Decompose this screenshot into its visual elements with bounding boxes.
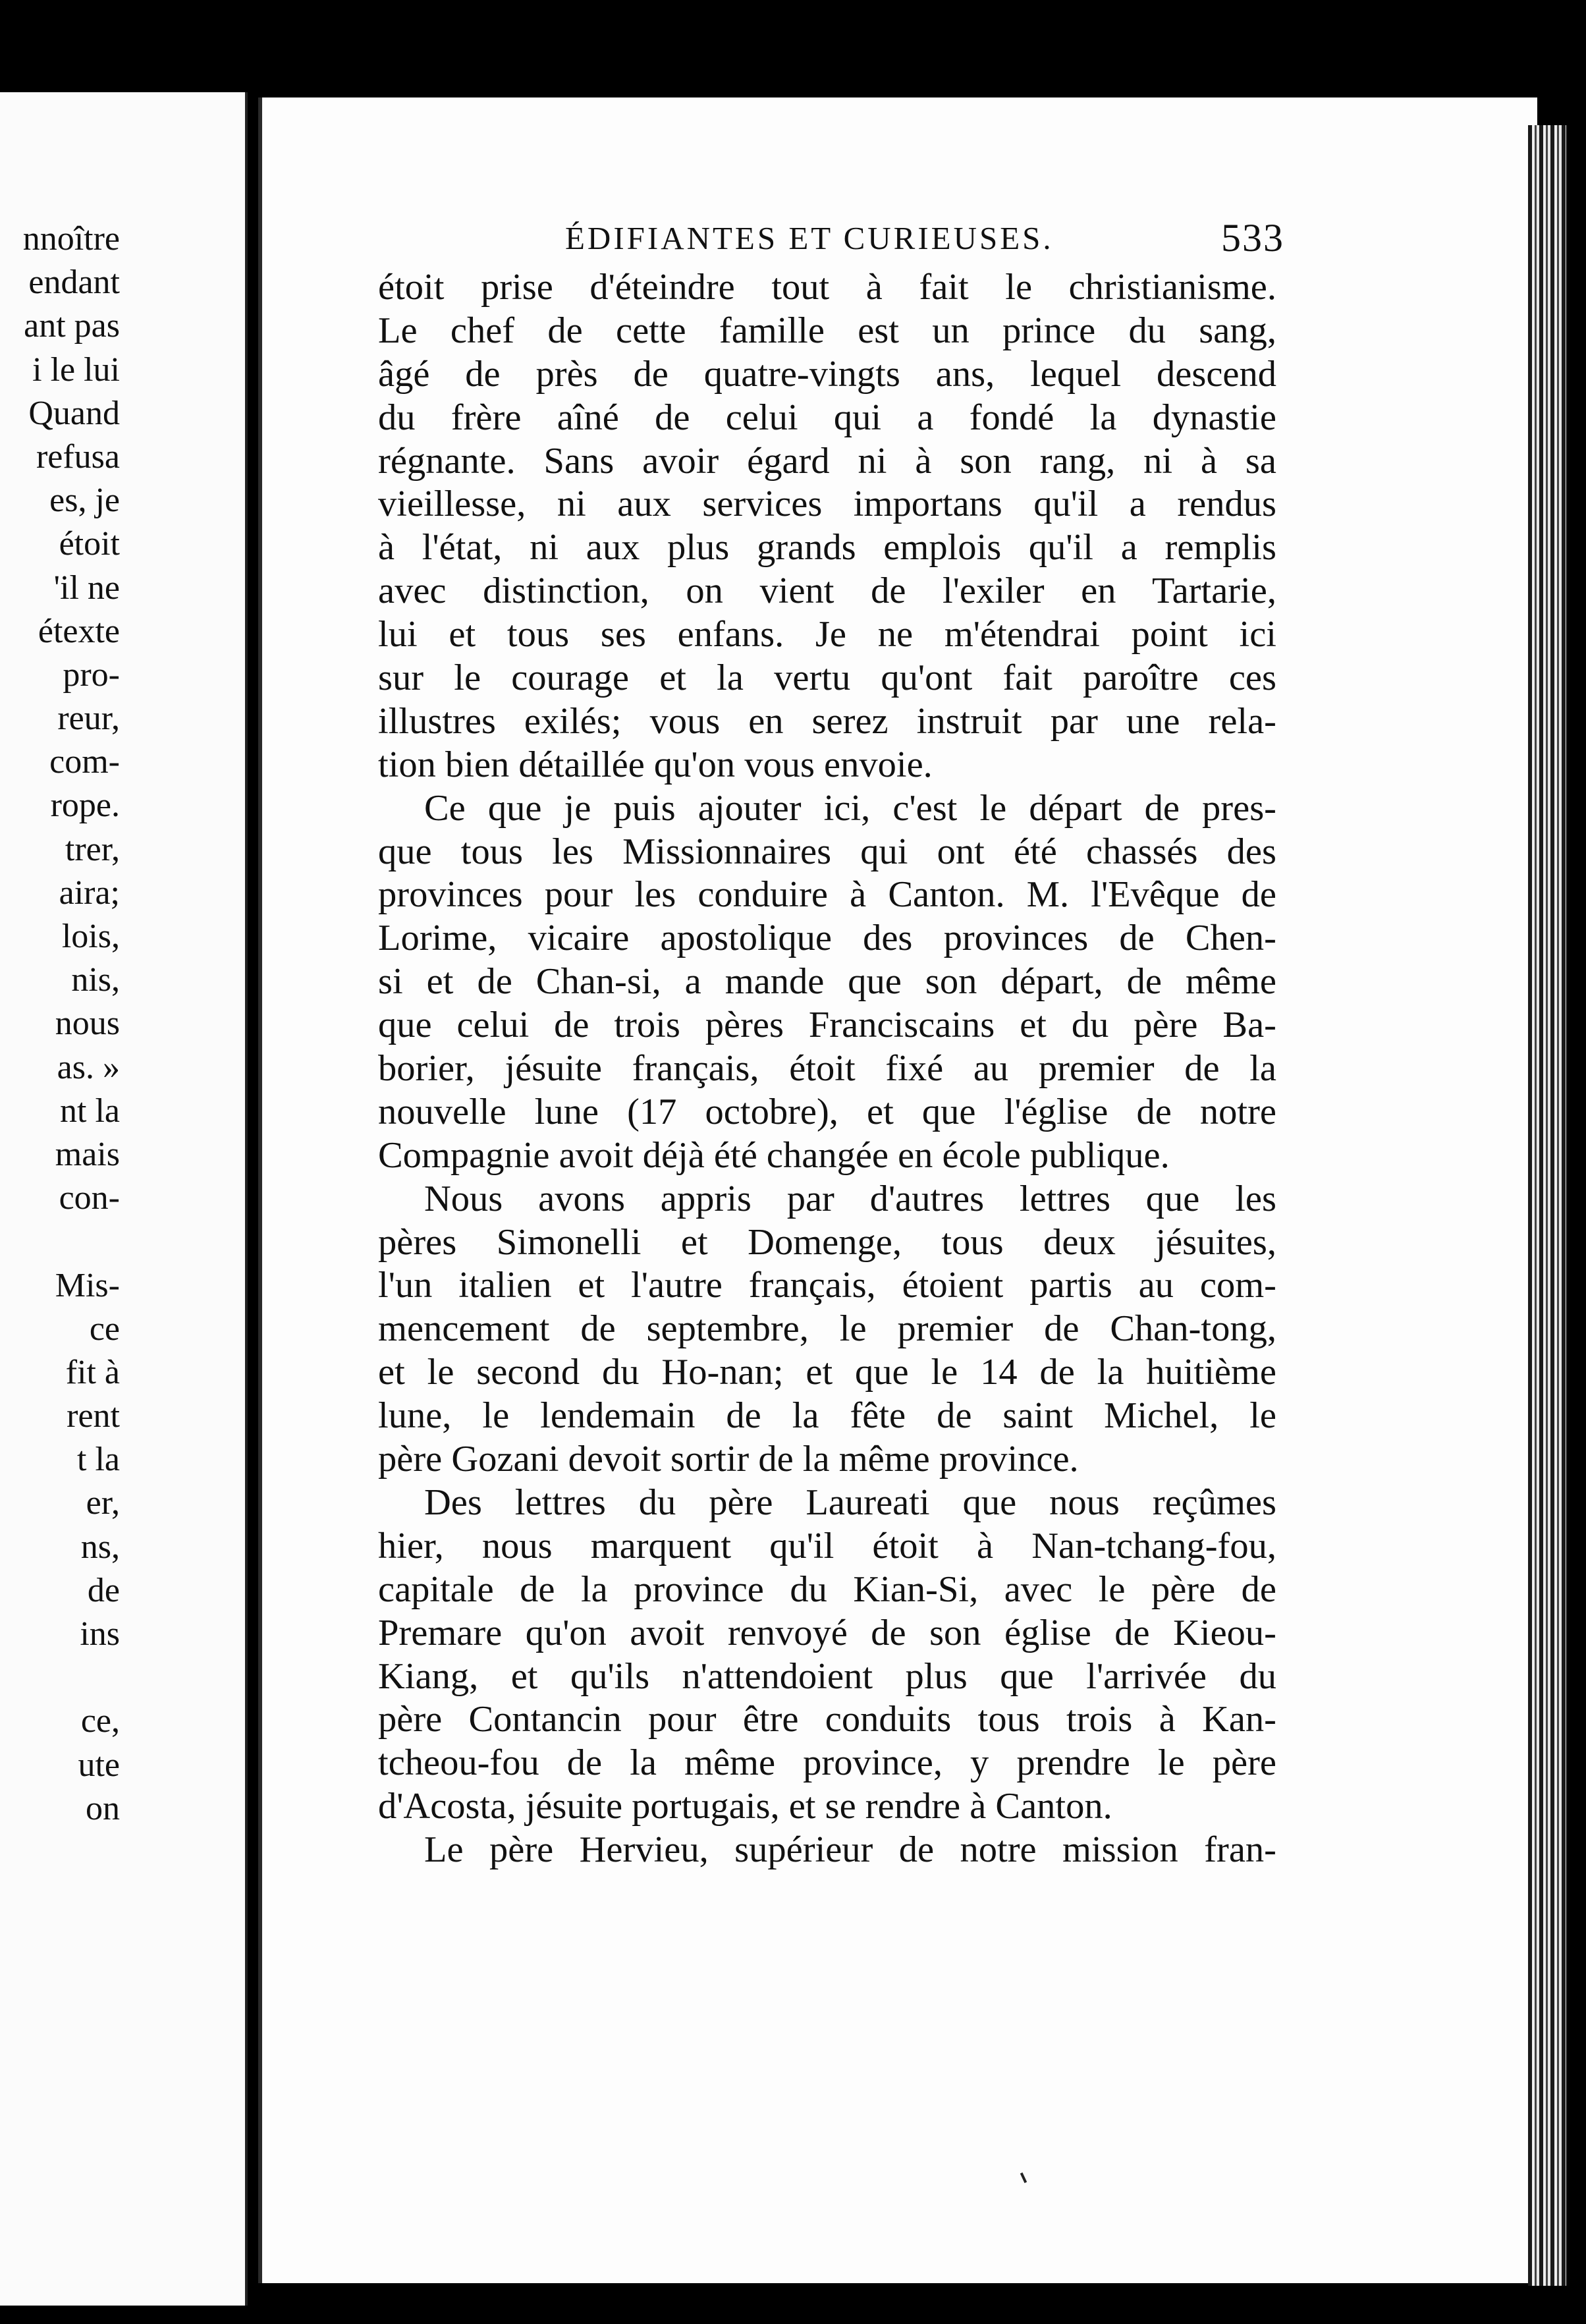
text-line: pères Simonelli et Domenge, tous deux jésuites, xyxy=(378,1221,1276,1263)
left-page-line: ce xyxy=(89,1310,120,1348)
left-page-line: nous xyxy=(55,1005,120,1043)
left-page-line: mais xyxy=(55,1135,120,1173)
text-line: et le second du Ho-nan; et que le 14 de la huitième xyxy=(378,1352,1276,1393)
left-page-line: Mis- xyxy=(55,1266,120,1304)
text-line: étoit prise d'éteindre tout à fait le christianisme. xyxy=(378,267,1276,308)
left-page-line: ins xyxy=(80,1615,120,1653)
text-line: Le père Hervieu, supérieur de notre mission fran- xyxy=(424,1829,1276,1871)
left-page-line: 'il ne xyxy=(53,568,120,607)
page-number: 533 xyxy=(1221,216,1284,260)
left-page-line: ant pas xyxy=(24,307,120,345)
text-line: Des lettres du père Laureati que nous reçûmes xyxy=(424,1481,1276,1523)
text-line: hier, nous marquent qu'il étoit à Nan-tchang-fou, xyxy=(378,1525,1276,1566)
left-page-line: on xyxy=(86,1789,120,1827)
text-line: que tous les Missionnaires qui ont été chassés des xyxy=(378,831,1276,872)
running-title: ÉDIFIANTES ET CURIEUSES. xyxy=(565,220,1054,256)
text-line: provinces pour les conduire à Canton. M. l'Evêque de xyxy=(378,874,1276,916)
left-page-line: aira; xyxy=(59,873,120,912)
text-line: vieillesse, ni aux services importans qu'il a rendus xyxy=(378,484,1276,525)
left-facing-page xyxy=(0,92,248,2306)
left-page-line: endant xyxy=(28,263,120,302)
left-page-line: rent xyxy=(67,1397,120,1435)
text-line: Le chef de cette famille est un prince du sang, xyxy=(378,310,1276,351)
left-page-line: as. » xyxy=(57,1048,120,1086)
left-page-line: es, je xyxy=(49,482,120,520)
page-edge-stack xyxy=(1528,125,1566,2286)
left-page-line: étexte xyxy=(38,612,120,650)
left-page-line: refusa xyxy=(36,437,120,476)
text-line: du frère aîné de celui qui a fondé la dynastie xyxy=(378,397,1276,438)
text-line: avec distinction, on vient de l'exiler en Tartarie, xyxy=(378,570,1276,612)
text-line: Nous avons appris par d'autres lettres que les xyxy=(424,1178,1276,1219)
text-line: Lorime, vicaire apostolique des provinces de Chen- xyxy=(378,918,1276,959)
text-line: d'Acosta, jésuite portugais, et se rendre à Canton. xyxy=(378,1786,1112,1827)
text-line: Premare qu'on avoit renvoyé de son église de Kieou- xyxy=(378,1612,1276,1653)
text-line: tcheou-fou de la même province, y prendre le père xyxy=(378,1742,1276,1784)
left-page-line: étoit xyxy=(59,525,120,563)
text-line: borier, jésuite français, étoit fixé au premier de la xyxy=(378,1048,1276,1090)
left-page-line: rope. xyxy=(50,787,120,825)
left-page-line: Quand xyxy=(28,394,120,432)
text-line: Kiang, et qu'ils n'attendoient plus que l'arrivée du xyxy=(378,1655,1276,1697)
text-line: lune, le lendemain de la fête de saint Michel, le xyxy=(378,1395,1276,1437)
page-header xyxy=(565,216,1284,260)
left-page-line xyxy=(0,1656,120,1700)
left-page-line: com- xyxy=(49,743,120,781)
left-page-line: nnoître xyxy=(22,220,120,258)
text-line: sur le courage et la vertu qu'ont fait paroître ces xyxy=(378,657,1276,699)
left-page-line: ute xyxy=(78,1746,120,1784)
text-line: lui et tous ses enfans. Je ne m'étendrai point ici xyxy=(378,614,1276,655)
left-page-line: nt la xyxy=(60,1092,120,1130)
left-page-line: de xyxy=(87,1571,120,1609)
left-page-line: lois, xyxy=(61,918,120,955)
text-line: père Gozani devoit sortir de la même province. xyxy=(378,1439,1079,1480)
text-line: illustres exilés; vous en serez instruit par une rela- xyxy=(378,700,1276,742)
text-line: l'un italien et l'autre français, étoient partis au com- xyxy=(378,1265,1276,1306)
left-page-line xyxy=(0,1220,120,1263)
left-page-line: pro- xyxy=(63,655,120,694)
text-line: que celui de trois pères Franciscains et du père Ba- xyxy=(378,1005,1276,1046)
text-line: tion bien détaillée qu'on vous envoie. xyxy=(378,744,933,785)
left-page-line: ns, xyxy=(80,1528,120,1566)
text-line: père Contancin pour être conduits tous trois à Kan- xyxy=(378,1699,1276,1740)
left-page-line: i le lui xyxy=(32,350,120,389)
left-page-text xyxy=(0,217,120,1831)
text-line: Ce que je puis ajouter ici, c'est le départ de pres- xyxy=(424,787,1276,829)
text-line: mencement de septembre, le premier de Chan-tong, xyxy=(378,1308,1276,1350)
left-page-line: nis, xyxy=(71,961,120,999)
text-line: régnante. Sans avoir égard ni à son rang, ni à sa xyxy=(378,440,1276,482)
text-line: âgé de près de quatre-vingts ans, lequel descend xyxy=(378,353,1276,395)
text-line: Compagnie avoit déjà été changée en école publique. xyxy=(378,1134,1170,1176)
text-line: nouvelle lune (17 octobre), et que l'église de notre xyxy=(378,1091,1276,1132)
left-page-line: ce, xyxy=(80,1702,120,1740)
body-text xyxy=(378,266,1276,1872)
left-page-line: t la xyxy=(77,1441,120,1479)
left-page-line: con- xyxy=(59,1179,120,1217)
left-page-line: fit à xyxy=(65,1353,120,1391)
text-line: à l'état, ni aux plus grands emplois qu'il a remplis xyxy=(378,527,1276,568)
left-page-line: trer, xyxy=(65,830,120,868)
text-line: si et de Chan-si, a mande que son départ, de même xyxy=(378,961,1276,1003)
left-page-line: er, xyxy=(86,1484,120,1522)
left-page-line: reur, xyxy=(57,700,120,738)
text-line: capitale de la province du Kian-Si, avec le père de xyxy=(378,1568,1276,1610)
